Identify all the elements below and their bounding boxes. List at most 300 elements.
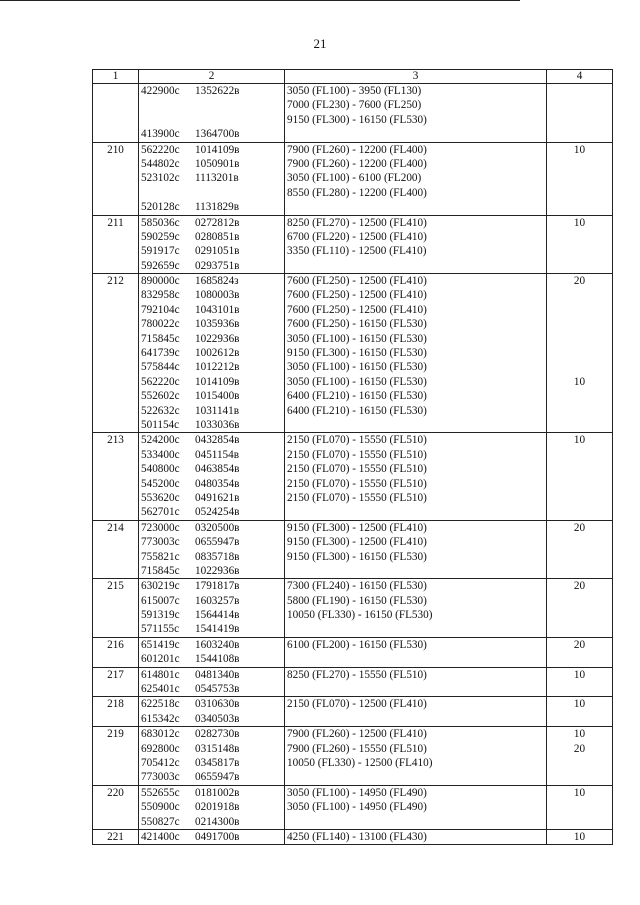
- coordinate-line: [141, 216, 282, 230]
- latitude: 501154с: [141, 418, 180, 431]
- coordinate-line: [141, 332, 282, 346]
- row-number: [93, 84, 139, 143]
- latitude: 552602с: [141, 390, 180, 403]
- limit-value: [549, 505, 610, 519]
- limit-value: [549, 770, 610, 784]
- row-number: 211: [93, 215, 139, 274]
- limit-cell: [547, 84, 613, 143]
- longitude: 1012212в: [195, 361, 240, 374]
- altitude-cell: [285, 785, 547, 829]
- column-header: 3: [285, 70, 547, 84]
- altitude-range: 2150 (FL070) - 15550 (FL510): [287, 434, 427, 447]
- limit-value: 10: [573, 728, 586, 741]
- table-row: [93, 433, 613, 520]
- longitude: 1035936в: [195, 318, 240, 331]
- longitude: 0201918в: [195, 801, 240, 814]
- altitude-range: 7600 (FL250) - 16150 (FL530): [287, 318, 427, 331]
- coordinate-line: [141, 433, 282, 447]
- longitude: 1022936в: [195, 564, 240, 577]
- limit-value: [549, 756, 610, 770]
- latitude: 522632с: [141, 404, 180, 417]
- altitude-range: 9150 (FL300) - 16150 (FL530): [287, 550, 427, 563]
- coordinate-line: [141, 171, 282, 185]
- altitude-cell: [285, 433, 547, 520]
- coordinate-line: [141, 448, 282, 462]
- coordinate-line: [141, 579, 282, 593]
- longitude: 1364700в: [195, 128, 240, 141]
- coordinate-line: [141, 535, 282, 549]
- coordinate-line: [141, 830, 282, 844]
- longitude: 0272812в: [195, 216, 240, 229]
- altitude-range: [287, 259, 544, 273]
- limit-value: [549, 448, 610, 462]
- coordinate-line: [141, 186, 282, 200]
- latitude: 773003с: [141, 771, 180, 784]
- limit-value: [549, 332, 610, 346]
- longitude: 1791817в: [195, 580, 240, 593]
- limit-value: [549, 127, 610, 141]
- longitude: 1043101в: [195, 303, 240, 316]
- altitude-cell: [285, 829, 547, 844]
- altitude-cell: [285, 142, 547, 215]
- limit-value: 10: [573, 216, 586, 229]
- longitude: 0481340в: [195, 668, 240, 681]
- row-number: 213: [93, 433, 139, 520]
- latitude: 601201с: [141, 653, 180, 666]
- latitude: 692800с: [141, 742, 180, 755]
- latitude: 590259с: [141, 230, 180, 243]
- row-number: 215: [93, 579, 139, 638]
- limit-cell: [547, 727, 613, 786]
- limit-value: [549, 259, 610, 273]
- coordinate-line: [141, 770, 282, 784]
- limit-value: [549, 84, 610, 98]
- altitude-range: 9150 (FL300) - 12500 (FL410): [287, 521, 427, 534]
- coordinate-line: [141, 477, 282, 491]
- altitude-range: 2150 (FL070) - 15550 (FL510): [287, 463, 427, 476]
- coordinate-line: [141, 638, 282, 652]
- altitude-cell: [285, 727, 547, 786]
- coordinate-line: [141, 244, 282, 258]
- latitude: 630219с: [141, 580, 180, 593]
- row-number: 212: [93, 274, 139, 433]
- column-header: 2: [139, 70, 285, 84]
- limit-value: [549, 288, 610, 302]
- longitude: 1541419в: [195, 623, 240, 636]
- altitude-range: [287, 418, 544, 432]
- altitude-range: 3050 (FL100) - 3950 (FL130): [287, 85, 422, 97]
- longitude: 0340503в: [195, 712, 240, 725]
- coordinate-line: [141, 697, 282, 711]
- altitude-range: 7600 (FL250) - 12500 (FL410): [287, 303, 427, 316]
- coordinate-line: [141, 303, 282, 317]
- longitude: 0345817в: [195, 756, 240, 769]
- altitude-range: [287, 505, 544, 519]
- altitude-range: 3050 (FL100) - 6100 (FL200): [287, 172, 422, 185]
- coordinates-cell: [139, 215, 285, 274]
- latitude: 890000с: [141, 275, 180, 288]
- limit-value: [549, 113, 610, 127]
- latitude: 562701с: [141, 506, 180, 519]
- altitude-range: 6100 (FL200) - 16150 (FL530): [287, 638, 427, 651]
- table-row: [93, 667, 613, 697]
- table-row: [93, 579, 613, 638]
- limit-value: [549, 462, 610, 476]
- table-row: [93, 274, 613, 433]
- coordinate-line: [141, 712, 282, 726]
- latitude: 622518с: [141, 698, 180, 711]
- limit-cell: [547, 637, 613, 667]
- coordinates-cell: [139, 433, 285, 520]
- limit-value: [549, 317, 610, 331]
- altitude-range: 3050 (FL100) - 16150 (FL530): [287, 361, 427, 374]
- coordinates-cell: [139, 579, 285, 638]
- altitude-range: 6400 (FL210) - 16150 (FL530): [287, 404, 427, 417]
- limit-value: [549, 186, 610, 200]
- altitude-range: [287, 564, 544, 578]
- longitude: 1015400в: [195, 390, 240, 403]
- longitude: 0524254в: [195, 506, 240, 519]
- row-number: 214: [93, 520, 139, 579]
- latitude: 550900с: [141, 801, 180, 814]
- altitude-range: 5800 (FL190) - 16150 (FL530): [287, 594, 427, 607]
- coordinate-line: [141, 200, 282, 214]
- longitude: 0835718в: [195, 550, 240, 563]
- limit-value: 10: [573, 434, 586, 447]
- limit-cell: [547, 274, 613, 433]
- limit-value: 10: [573, 830, 586, 843]
- longitude: 0293751в: [195, 259, 240, 272]
- longitude: 1685824з: [195, 275, 239, 288]
- page-number: 21: [313, 36, 327, 51]
- altitude-range: 2150 (FL070) - 12500 (FL410): [287, 698, 427, 711]
- altitude-range: [287, 682, 544, 696]
- coordinate-line: [141, 815, 282, 829]
- altitude-range: 8250 (FL270) - 12500 (FL410): [287, 216, 427, 229]
- limit-value: [549, 404, 610, 418]
- altitude-cell: [285, 579, 547, 638]
- altitude-range: [287, 815, 544, 829]
- limit-value: [549, 360, 610, 374]
- longitude: 0491700в: [195, 830, 240, 843]
- altitude-range: 9150 (FL300) - 16150 (FL530): [287, 347, 427, 360]
- longitude: 1603240в: [195, 638, 240, 651]
- altitude-cell: [285, 84, 547, 143]
- latitude: 585036с: [141, 216, 180, 229]
- coordinates-cell: [139, 84, 285, 143]
- altitude-range: [287, 712, 544, 726]
- longitude: 0291051в: [195, 245, 240, 258]
- altitude-range: 7600 (FL250) - 12500 (FL410): [287, 275, 427, 288]
- altitude-range: 7600 (FL250) - 12500 (FL410): [287, 289, 427, 302]
- longitude: 0282730в: [195, 728, 240, 741]
- limit-value: 10: [573, 786, 586, 799]
- longitude: 1014109в: [195, 143, 240, 156]
- altitude-cell: [285, 697, 547, 727]
- coordinate-line: [141, 800, 282, 814]
- altitude-cell: [285, 637, 547, 667]
- coordinate-line: [141, 608, 282, 622]
- altitude-range: 7900 (FL260) - 15550 (FL510): [287, 742, 427, 755]
- limit-value: [549, 682, 610, 696]
- altitude-range: 9150 (FL300) - 12500 (FL410): [287, 536, 427, 549]
- longitude: 0463854в: [195, 463, 240, 476]
- longitude: 0451154в: [195, 448, 240, 461]
- limit-value: [549, 815, 610, 829]
- coordinate-line: [141, 564, 282, 578]
- altitude-range: 4250 (FL140) - 13100 (FL430): [287, 830, 427, 843]
- latitude: 552655с: [141, 786, 180, 799]
- coordinates-cell: [139, 727, 285, 786]
- coordinate-line: [141, 682, 282, 696]
- table-row: [93, 637, 613, 667]
- latitude: 544802с: [141, 157, 180, 170]
- longitude: 0320500в: [195, 521, 240, 534]
- coordinates-cell: [139, 785, 285, 829]
- row-number: 216: [93, 637, 139, 667]
- longitude: 0655947в: [195, 771, 240, 784]
- latitude: 422900с: [141, 85, 180, 97]
- altitude-range: 7000 (FL230) - 7600 (FL250): [287, 99, 422, 112]
- altitude-range: [287, 770, 544, 784]
- altitude-cell: [285, 215, 547, 274]
- limit-value: [549, 564, 610, 578]
- table-row: [93, 727, 613, 786]
- coordinate-line: [141, 389, 282, 403]
- coordinate-line: [141, 113, 282, 127]
- limit-cell: [547, 667, 613, 697]
- altitude-range: 2150 (FL070) - 15550 (FL510): [287, 491, 427, 504]
- longitude: 1564414в: [195, 609, 240, 622]
- coordinate-line: [141, 491, 282, 505]
- latitude: 591917с: [141, 245, 180, 258]
- table-row: [93, 785, 613, 829]
- coordinate-line: [141, 317, 282, 331]
- coordinate-line: [141, 742, 282, 756]
- coordinate-line: [141, 550, 282, 564]
- coordinate-line: [141, 418, 282, 432]
- coordinates-cell: [139, 142, 285, 215]
- table-row: [93, 215, 613, 274]
- limit-value: [549, 389, 610, 403]
- row-number: 219: [93, 727, 139, 786]
- altitude-range: 8250 (FL270) - 15550 (FL510): [287, 668, 427, 681]
- longitude: 1080003в: [195, 289, 240, 302]
- coordinates-cell: [139, 697, 285, 727]
- altitude-range: 7900 (FL260) - 12200 (FL400): [287, 143, 427, 156]
- longitude: 1544108в: [195, 653, 240, 666]
- limit-value: [549, 171, 610, 185]
- coordinate-line: [141, 127, 282, 141]
- longitude: 0280851в: [195, 230, 240, 243]
- altitude-range: 3050 (FL100) - 14950 (FL490): [287, 801, 427, 814]
- row-number: 218: [93, 697, 139, 727]
- latitude: 540800с: [141, 463, 180, 476]
- limit-cell: [547, 142, 613, 215]
- altitude-range: 10050 (FL330) - 12500 (FL410): [287, 756, 433, 769]
- row-number: 221: [93, 829, 139, 844]
- latitude: 832958с: [141, 289, 180, 302]
- limit-value: [549, 346, 610, 360]
- latitude: 715845с: [141, 564, 180, 577]
- limit-value: [549, 418, 610, 432]
- limit-value: [549, 712, 610, 726]
- altitude-range: 3350 (FL110) - 12500 (FL410): [287, 245, 427, 258]
- latitude: 550827с: [141, 815, 180, 828]
- latitude: 545200с: [141, 477, 180, 490]
- coordinate-line: [141, 505, 282, 519]
- altitude-range: 8550 (FL280) - 12200 (FL400): [287, 186, 427, 199]
- table-row: [93, 697, 613, 727]
- table-row: [93, 84, 613, 143]
- longitude: 1050901в: [195, 157, 240, 170]
- longitude: 1352622в: [195, 85, 240, 97]
- limit-cell: [547, 829, 613, 844]
- limit-value: [549, 652, 610, 666]
- coordinate-line: [141, 98, 282, 112]
- latitude: 421400с: [141, 830, 180, 843]
- latitude: 615342с: [141, 712, 180, 725]
- longitude: 1031141в: [195, 404, 240, 417]
- column-header: 4: [547, 70, 613, 84]
- longitude: 1113201в: [195, 172, 239, 185]
- coordinate-line: [141, 462, 282, 476]
- limit-cell: [547, 697, 613, 727]
- airspace-table: [92, 69, 613, 845]
- limit-cell: [547, 433, 613, 520]
- coordinate-line: [141, 143, 282, 157]
- limit-value: 20: [573, 742, 586, 755]
- limit-value: 10: [573, 143, 586, 156]
- altitude-range: 3050 (FL100) - 16150 (FL530): [287, 375, 427, 388]
- altitude-range: 3050 (FL100) - 16150 (FL530): [287, 332, 427, 345]
- latitude: 571155с: [141, 623, 180, 636]
- longitude: 0310630в: [195, 698, 240, 711]
- latitude: 562220с: [141, 375, 180, 388]
- limit-value: [549, 230, 610, 244]
- altitude-cell: [285, 274, 547, 433]
- coordinate-line: [141, 360, 282, 374]
- latitude: 524200с: [141, 434, 180, 447]
- coordinate-line: [141, 230, 282, 244]
- coordinate-line: [141, 157, 282, 171]
- coordinate-line: [141, 84, 282, 98]
- header-row: [93, 70, 613, 84]
- latitude: 780022с: [141, 318, 180, 331]
- coordinate-line: [141, 622, 282, 636]
- coordinate-line: [141, 668, 282, 682]
- altitude-range: 3050 (FL100) - 14950 (FL490): [287, 786, 427, 799]
- latitude: 715845с: [141, 332, 180, 345]
- limit-value: [549, 98, 610, 112]
- coordinate-line: [141, 375, 282, 389]
- altitude-range: 6700 (FL220) - 12500 (FL410): [287, 230, 427, 243]
- limit-value: 20: [573, 275, 586, 288]
- altitude-range: 9150 (FL300) - 16150 (FL530): [287, 113, 427, 126]
- table-row: [93, 520, 613, 579]
- limit-cell: [547, 520, 613, 579]
- altitude-range: 2150 (FL070) - 15550 (FL510): [287, 477, 427, 490]
- longitude: 0432854в: [195, 434, 240, 447]
- latitude: 705412с: [141, 756, 180, 769]
- limit-value: 20: [573, 580, 586, 593]
- limit-value: [549, 550, 610, 564]
- limit-value: 10: [573, 668, 586, 681]
- longitude: 0655947в: [195, 536, 240, 549]
- latitude: 575844с: [141, 361, 180, 374]
- coordinate-line: [141, 404, 282, 418]
- altitude-range: [287, 652, 544, 666]
- limit-value: 10: [573, 698, 586, 711]
- altitude-range: [287, 127, 544, 141]
- longitude: 0545753в: [195, 683, 240, 696]
- table-body: [93, 84, 613, 845]
- latitude: 792104с: [141, 303, 180, 316]
- longitude: 1603257в: [195, 594, 240, 607]
- longitude: 0181002в: [195, 786, 240, 799]
- latitude: 641739с: [141, 347, 180, 360]
- limit-value: [549, 491, 610, 505]
- altitude-range: 6400 (FL210) - 16150 (FL530): [287, 390, 427, 403]
- limit-value: [549, 535, 610, 549]
- coordinate-line: [141, 727, 282, 741]
- coordinate-line: [141, 756, 282, 770]
- table-row: [93, 142, 613, 215]
- altitude-range: [287, 200, 544, 214]
- latitude: 755821с: [141, 550, 180, 563]
- altitude-range: 7900 (FL260) - 12500 (FL410): [287, 728, 427, 741]
- latitude: 614801с: [141, 668, 180, 681]
- limit-value: [549, 200, 610, 214]
- coordinates-cell: [139, 520, 285, 579]
- limit-value: 10: [573, 375, 586, 388]
- latitude: 553620с: [141, 491, 180, 504]
- latitude: 520128с: [141, 201, 180, 214]
- limit-value: [549, 303, 610, 317]
- altitude-range: 7300 (FL240) - 16150 (FL530): [287, 580, 427, 593]
- latitude: 413900с: [141, 128, 180, 141]
- coordinate-line: [141, 346, 282, 360]
- limit-value: [549, 800, 610, 814]
- coordinate-line: [141, 259, 282, 273]
- latitude: 562220с: [141, 143, 180, 156]
- longitude: 0480354в: [195, 477, 240, 490]
- longitude: 0214300в: [195, 815, 240, 828]
- coordinate-line: [141, 274, 282, 288]
- latitude: 615007с: [141, 594, 180, 607]
- limit-value: [549, 157, 610, 171]
- limit-value: [549, 622, 610, 636]
- limit-cell: [547, 579, 613, 638]
- limit-cell: [547, 785, 613, 829]
- latitude: 625401с: [141, 683, 180, 696]
- row-number: 217: [93, 667, 139, 697]
- latitude: 651419с: [141, 638, 180, 651]
- column-header: 1: [93, 70, 139, 84]
- limit-value: 20: [573, 638, 586, 651]
- coordinate-line: [141, 652, 282, 666]
- longitude: 1022936в: [195, 332, 240, 345]
- limit-value: 20: [573, 521, 586, 534]
- coordinates-cell: [139, 667, 285, 697]
- limit-cell: [547, 215, 613, 274]
- longitude: 1131829в: [195, 201, 240, 214]
- longitude: 1033036в: [195, 418, 240, 431]
- altitude-cell: [285, 520, 547, 579]
- longitude: 0491621в: [195, 491, 240, 504]
- coordinates-cell: [139, 274, 285, 433]
- coordinate-line: [141, 288, 282, 302]
